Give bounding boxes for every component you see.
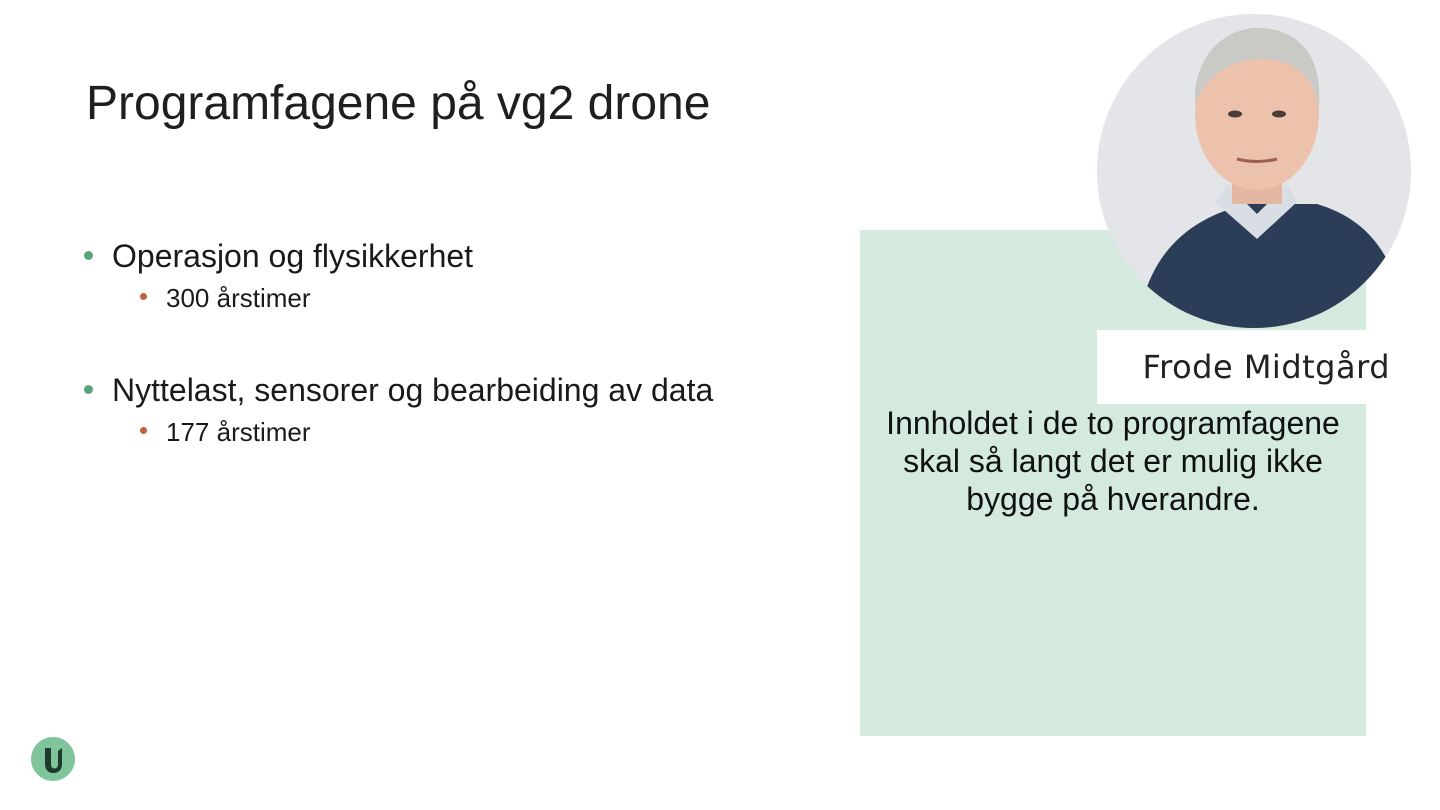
bullet-text: Nyttelast, sensorer og bearbeiding av data — [112, 372, 714, 408]
sub-bullet-text: 177 årstimer — [166, 417, 311, 447]
person-name: Frode Midtgård — [1142, 348, 1390, 386]
portrait-illustration — [1097, 14, 1411, 328]
bullet-dot-icon — [84, 251, 93, 260]
person-portrait-icon — [1097, 14, 1411, 328]
sub-bullet-dot-icon — [140, 427, 147, 434]
bullet-item — [84, 370, 844, 450]
quote-text: Innholdet i de to programfagene skal så langt det er mulig ikke bygge på hverandre. — [886, 405, 1340, 517]
bullet-text: Operasjon og flysikkerhet — [112, 238, 474, 274]
sub-bullet-dot-icon — [140, 293, 147, 300]
name-caption-box — [1097, 330, 1440, 404]
bullet-sub — [140, 414, 844, 450]
slide-title: Programfagene på vg2 drone — [86, 77, 711, 130]
bullet-dot-icon — [84, 385, 93, 394]
bullet-main — [84, 236, 844, 276]
u-logo-icon — [31, 737, 75, 781]
bullet-list — [84, 236, 844, 504]
bullet-main — [84, 370, 844, 410]
bullet-item — [84, 236, 844, 316]
bullet-sub — [140, 280, 844, 316]
logo-mark — [31, 737, 75, 781]
sub-bullet-text: 300 årstimer — [166, 283, 311, 313]
